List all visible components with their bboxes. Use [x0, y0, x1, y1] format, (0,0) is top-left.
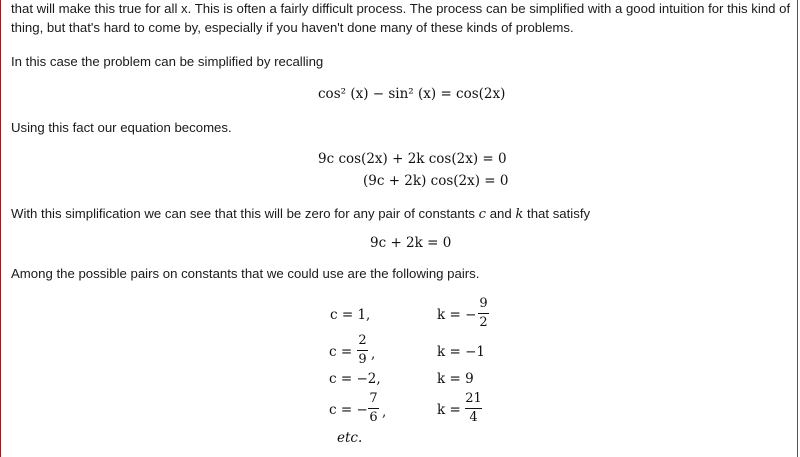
- constraint-equation: 9c + 2k = 0: [370, 235, 452, 251]
- paragraph-simplification: [11, 205, 590, 224]
- fraction-bar: [357, 350, 368, 351]
- text-segment: that satisfy: [523, 206, 591, 221]
- pair-4-c-lhs: c = −: [329, 402, 368, 418]
- pair-3-k: k = 9: [437, 371, 474, 387]
- paragraph-pairs: Among the possible pairs on constants that we could use are the following pairs.: [11, 266, 480, 281]
- denominator: 6: [369, 410, 378, 425]
- paragraph-line: thing, but that's hard to come by, especially if you haven't done many of these kinds of problems.: [11, 20, 574, 35]
- numerator: 7: [369, 391, 378, 406]
- pair-3-c: c = −2,: [329, 371, 381, 387]
- text-segment: With this simplification we can see that this will be zero for any pair of constants: [11, 206, 479, 221]
- etc-label: etc.: [337, 430, 363, 446]
- paragraph-using-fact: Using this fact our equation becomes.: [11, 120, 232, 135]
- pair-4-comma: ,: [382, 404, 387, 420]
- paragraph-intro: In this case the problem can be simplified by recalling: [11, 54, 324, 69]
- equation-line-2: (9c + 2k) cos(2x) = 0: [363, 173, 509, 189]
- equation-line-1: 9c cos(2x) + 2k cos(2x) = 0: [318, 151, 507, 167]
- pair-2-comma: ,: [371, 346, 376, 362]
- pair-2-c-fraction: [357, 333, 368, 368]
- trig-identity: cos² (x) − sin² (x) = cos(2x): [318, 86, 506, 102]
- numerator: 21: [465, 391, 482, 406]
- fraction-bar: [478, 313, 489, 314]
- pair-2-k: k = −1: [437, 344, 485, 360]
- denominator: 4: [469, 410, 478, 425]
- fraction-bar: [465, 408, 482, 409]
- denominator: 9: [358, 352, 367, 367]
- pair-1-k-lhs: k = −: [437, 307, 477, 323]
- denominator: 2: [479, 315, 488, 330]
- text-segment: and: [486, 206, 516, 221]
- pair-4-c-fraction: [368, 391, 379, 426]
- fraction-bar: [368, 408, 379, 409]
- math-var-k: k: [515, 207, 524, 222]
- paragraph-line: that will make this true for all x. This is often a fairly difficult process. The process can be simplified with a good intuition for this kind of: [11, 1, 791, 16]
- math-var-c: c: [478, 207, 487, 222]
- numerator: 9: [479, 296, 488, 311]
- pair-2-c-lhs: c =: [329, 344, 353, 360]
- pair-4-k-lhs: k =: [437, 402, 461, 418]
- numerator: 2: [358, 333, 367, 348]
- pair-1-k-fraction: [478, 296, 489, 331]
- pair-1-c: c = 1,: [330, 307, 371, 323]
- pair-4-k-fraction: [465, 391, 482, 426]
